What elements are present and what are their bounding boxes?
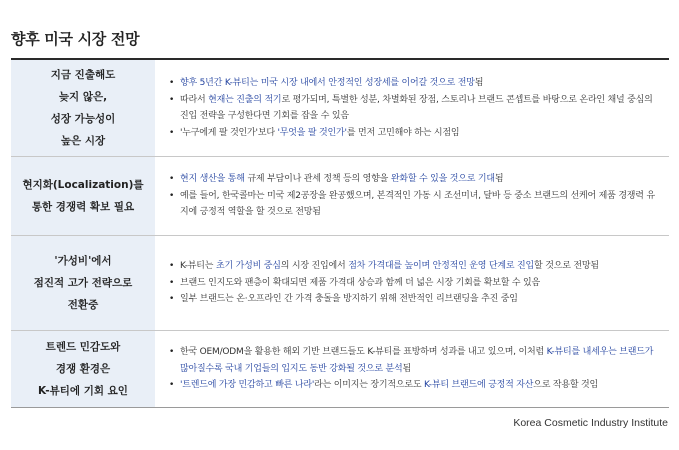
row-content	[155, 236, 669, 330]
bullet-text	[180, 344, 659, 377]
body-text: 규제 부담이나 관세 정책 등의 영향을	[244, 174, 391, 185]
row-content	[155, 331, 669, 407]
source-footer: Korea Cosmetic Industry Institute	[513, 417, 668, 429]
body-text: 로 평가되며, 특별한 성분, 차별화된 장점, 스토리나 브랜드 콘셉트를 바탕으로 온라인 채널 중심의 진입 전략을 구성한다면 기회를 잡을 수 있음	[180, 94, 653, 121]
body-text: '누구에게 팔 것인가'보다	[180, 127, 278, 138]
body-text: 됨	[474, 78, 484, 88]
bullet-text	[180, 377, 659, 394]
table-row	[11, 235, 669, 330]
highlight-text: 현지 생산을 통해	[180, 174, 245, 185]
table-row	[11, 156, 669, 235]
body-text: 브랜드 인지도와 팬층이 확대되면 제품 가격대 상승과 함께 더 넓은 시장 기회를 확보할 수 있음	[180, 277, 541, 288]
highlight-text: 점차 가격대를 높이며 안정적인 운영 단계로 진입	[348, 261, 535, 272]
bullet-text	[180, 275, 659, 292]
bullet-dot-icon: •	[169, 127, 175, 138]
bullet-dot-icon: •	[169, 277, 175, 288]
bullet-item	[169, 188, 659, 221]
highlight-text: 향후 5년간 K-뷰티는 미국 시장 내에서 안정적인 성장세를 이어갈 것으로 전망	[180, 78, 475, 88]
highlight-text: 완화할 수 있을 것으로 기대	[390, 174, 495, 185]
body-text: 라는 이미지는 장기적으로도	[314, 380, 425, 391]
row-content	[155, 60, 669, 156]
bullet-text	[180, 92, 659, 125]
body-text: 일부 브랜드는 온·오프라인 간 가격 충돌을 방지하기 위해 전반적인 리브랜딩을 추진 중임	[180, 294, 518, 305]
highlight-text: 현재는 진출의 적기	[208, 94, 282, 105]
bullet-text	[180, 291, 659, 308]
row-label-line: 통한 경쟁력 확보 필요	[31, 201, 135, 213]
bullet-text	[180, 258, 659, 275]
highlight-text: '트렌드에 가장 민감하고 빠른 나라'	[180, 380, 315, 391]
row-label-line: 경쟁 환경은	[55, 363, 111, 375]
bullet-item	[169, 92, 659, 125]
row-label-line: 점진적 고가 전략으로	[33, 277, 133, 289]
row-label	[11, 60, 155, 156]
bullet-dot-icon: •	[169, 294, 175, 305]
bullet-dot-icon: •	[169, 78, 175, 88]
bullet-dot-icon: •	[169, 94, 175, 105]
row-label	[11, 236, 155, 330]
row-label-line: 지금 진출해도	[50, 69, 116, 81]
row-label-line: 늦지 않은,	[58, 91, 108, 103]
row-label-line: 현지화(Localization)를	[22, 179, 144, 191]
highlight-text: K-뷰티 브랜드에 긍정적 자산	[424, 380, 534, 391]
bullet-item	[169, 125, 659, 142]
row-label-line: 높은 시장	[60, 135, 106, 147]
body-text: 할 것으로 전망됨	[534, 261, 599, 272]
table-row	[11, 60, 669, 156]
bullet-dot-icon: •	[169, 347, 175, 358]
bullet-dot-icon: •	[169, 174, 175, 185]
body-text: 의 시장 진입에서	[280, 261, 349, 272]
body-text: 됨	[402, 363, 411, 374]
table-row	[11, 330, 669, 407]
highlight-text: K-뷰티를 내세우는 브랜드가 많아질수록 국내 기업들의 입지도 동반 강화될 것으로 분석	[180, 347, 654, 374]
bullet-dot-icon: •	[169, 261, 175, 272]
bullet-text	[180, 125, 659, 142]
bullet-item	[169, 171, 659, 188]
body-text: 를 먼저 고민해야 하는 시점임	[346, 127, 460, 138]
bullet-item	[169, 275, 659, 292]
page-title: 향후 미국 시장 전망	[11, 30, 140, 48]
row-label-line: 성장 가능성이	[50, 113, 116, 125]
bullet-dot-icon: •	[169, 380, 175, 391]
row-content	[155, 157, 669, 235]
highlight-text: '무엇을 팔 것인가'	[277, 127, 347, 138]
body-text: 예를 들어, 한국콜마는 미국 제2공장을 완공했으며, 본격적인 가동 시 조선미녀, 달바 등 중소 브랜드의 선케어 제품 경쟁력 유지에 긍정적 역할을 할 것으로 전망됨	[180, 190, 655, 218]
bullet-item	[169, 75, 659, 92]
body-text: 으로 작용할 것임	[533, 380, 599, 391]
body-text: 됨	[494, 174, 504, 185]
bullet-item	[169, 291, 659, 308]
row-label-line: '가성비'에서	[54, 255, 112, 267]
bullet-text	[180, 188, 659, 221]
bullet-item	[169, 258, 659, 275]
body-text: K-뷰티는	[180, 261, 216, 272]
body-text: 한국 OEM/ODM을 활용한 해외 기반 브랜드들도 K-뷰티를 표방하며 성과를 내고 있으며, 이처럼	[180, 347, 547, 358]
bullet-item	[169, 377, 659, 394]
bullet-dot-icon: •	[169, 190, 175, 201]
outlook-table	[11, 58, 669, 408]
row-label-line: 전환중	[67, 299, 99, 311]
bullet-item	[169, 344, 659, 377]
row-label	[11, 331, 155, 407]
row-label	[11, 157, 155, 235]
highlight-text: 초기 가성비 중심	[215, 261, 281, 272]
bullet-text	[180, 171, 659, 188]
row-label-line: K-뷰티에 기회 요인	[38, 385, 128, 397]
body-text: 따라서	[180, 94, 209, 105]
row-label-line: 트렌드 민감도와	[45, 341, 121, 353]
bullet-text	[180, 75, 659, 92]
